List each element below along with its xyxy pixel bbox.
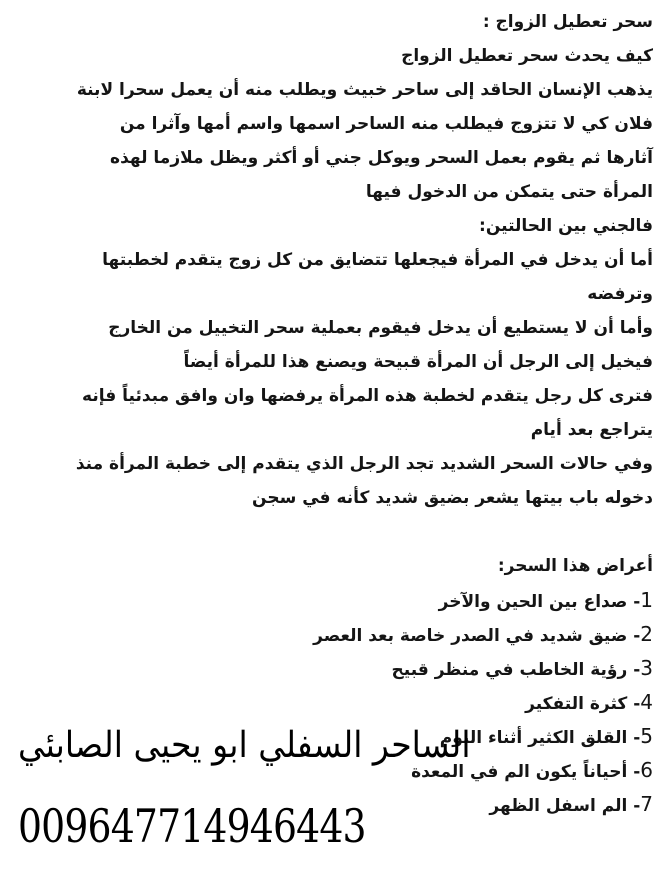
paragraph-line: وفي حالات السحر الشديد تجد الرجل الذي يتقدم إلى خطبة المرأة منذ bbox=[75, 454, 653, 474]
paragraph-line: دخوله باب بيتها يشعر بضيق شديد كأنه في سجن bbox=[252, 488, 653, 508]
symptom-text: - القلق الكثير أثناء النوم bbox=[439, 728, 641, 748]
symptom-text: - كثرة التفكير bbox=[525, 694, 641, 714]
symptom-text: - أحياناً يكون الم في المعدة bbox=[411, 762, 641, 782]
symptom-number: 6 bbox=[640, 758, 653, 782]
symptoms-heading: أعراض هذا السحر: bbox=[497, 556, 653, 576]
symptom-number: 3 bbox=[640, 656, 653, 680]
signature-name: الساحر السفلي ابو يحيى الصابئي bbox=[18, 725, 471, 766]
symptom-text: - صداع بين الحين والآخر bbox=[438, 592, 641, 612]
paragraph-line: المرأة حتى يتمكن من الدخول فيها bbox=[365, 182, 653, 202]
symptom-text: - الم اسفل الظهر bbox=[489, 796, 641, 816]
symptom-item bbox=[439, 588, 653, 614]
symptom-item bbox=[525, 690, 653, 716]
paragraph-line: آثارها ثم يقوم بعمل السحر ويوكل جني أو أكثر ويظل ملازما لهذه bbox=[110, 148, 653, 168]
document-subtitle: كيف يحدث سحر تعطيل الزواج bbox=[401, 46, 653, 66]
paragraph-line: فيخيل إلى الرجل أن المرأة قبيحة ويصنع هذا للمرأة أيضاً bbox=[183, 352, 653, 372]
symptom-item bbox=[440, 724, 653, 750]
symptom-number: 4 bbox=[640, 690, 653, 714]
symptom-number: 1 bbox=[640, 588, 653, 612]
symptom-text: - ضيق شديد في الصدر خاصة بعد العصر bbox=[313, 626, 641, 646]
symptom-text: - رؤية الخاطب في منظر قبيح bbox=[391, 660, 641, 680]
paragraph-line: يتراجع بعد أيام bbox=[530, 420, 653, 440]
paragraph-line: يذهب الإنسان الحاقد إلى ساحر خبيث ويطلب منه أن يعمل سحرا لابنة bbox=[76, 80, 653, 100]
signature-phone: 009647714946443 bbox=[18, 799, 366, 853]
paragraph-line: أما أن يدخل في المرأة فيجعلها تتضايق من كل زوج يتقدم لخطبتها bbox=[102, 250, 653, 270]
symptom-item bbox=[489, 792, 653, 818]
symptom-number: 5 bbox=[640, 724, 653, 748]
symptom-number: 7 bbox=[640, 792, 653, 816]
document-title: سحر تعطيل الزواج : bbox=[482, 12, 653, 32]
paragraph-line: وترفضه bbox=[587, 284, 653, 304]
symptom-number: 2 bbox=[640, 622, 653, 646]
paragraph-line: فالجني بين الحالتين: bbox=[479, 216, 653, 236]
paragraph-line: فترى كل رجل يتقدم لخطبة هذه المرأة يرفضها وان وافق مبدئياً فإنه bbox=[82, 386, 653, 406]
paragraph-line: فلان كي لا تتزوج فيطلب منه الساحر اسمها واسم أمها وآثرا من bbox=[119, 114, 653, 134]
symptom-item bbox=[313, 622, 653, 648]
paragraph-line: وأما أن لا يستطيع أن يدخل فيقوم بعملية سحر التخييل من الخارج bbox=[108, 318, 653, 338]
symptom-item bbox=[392, 656, 653, 682]
